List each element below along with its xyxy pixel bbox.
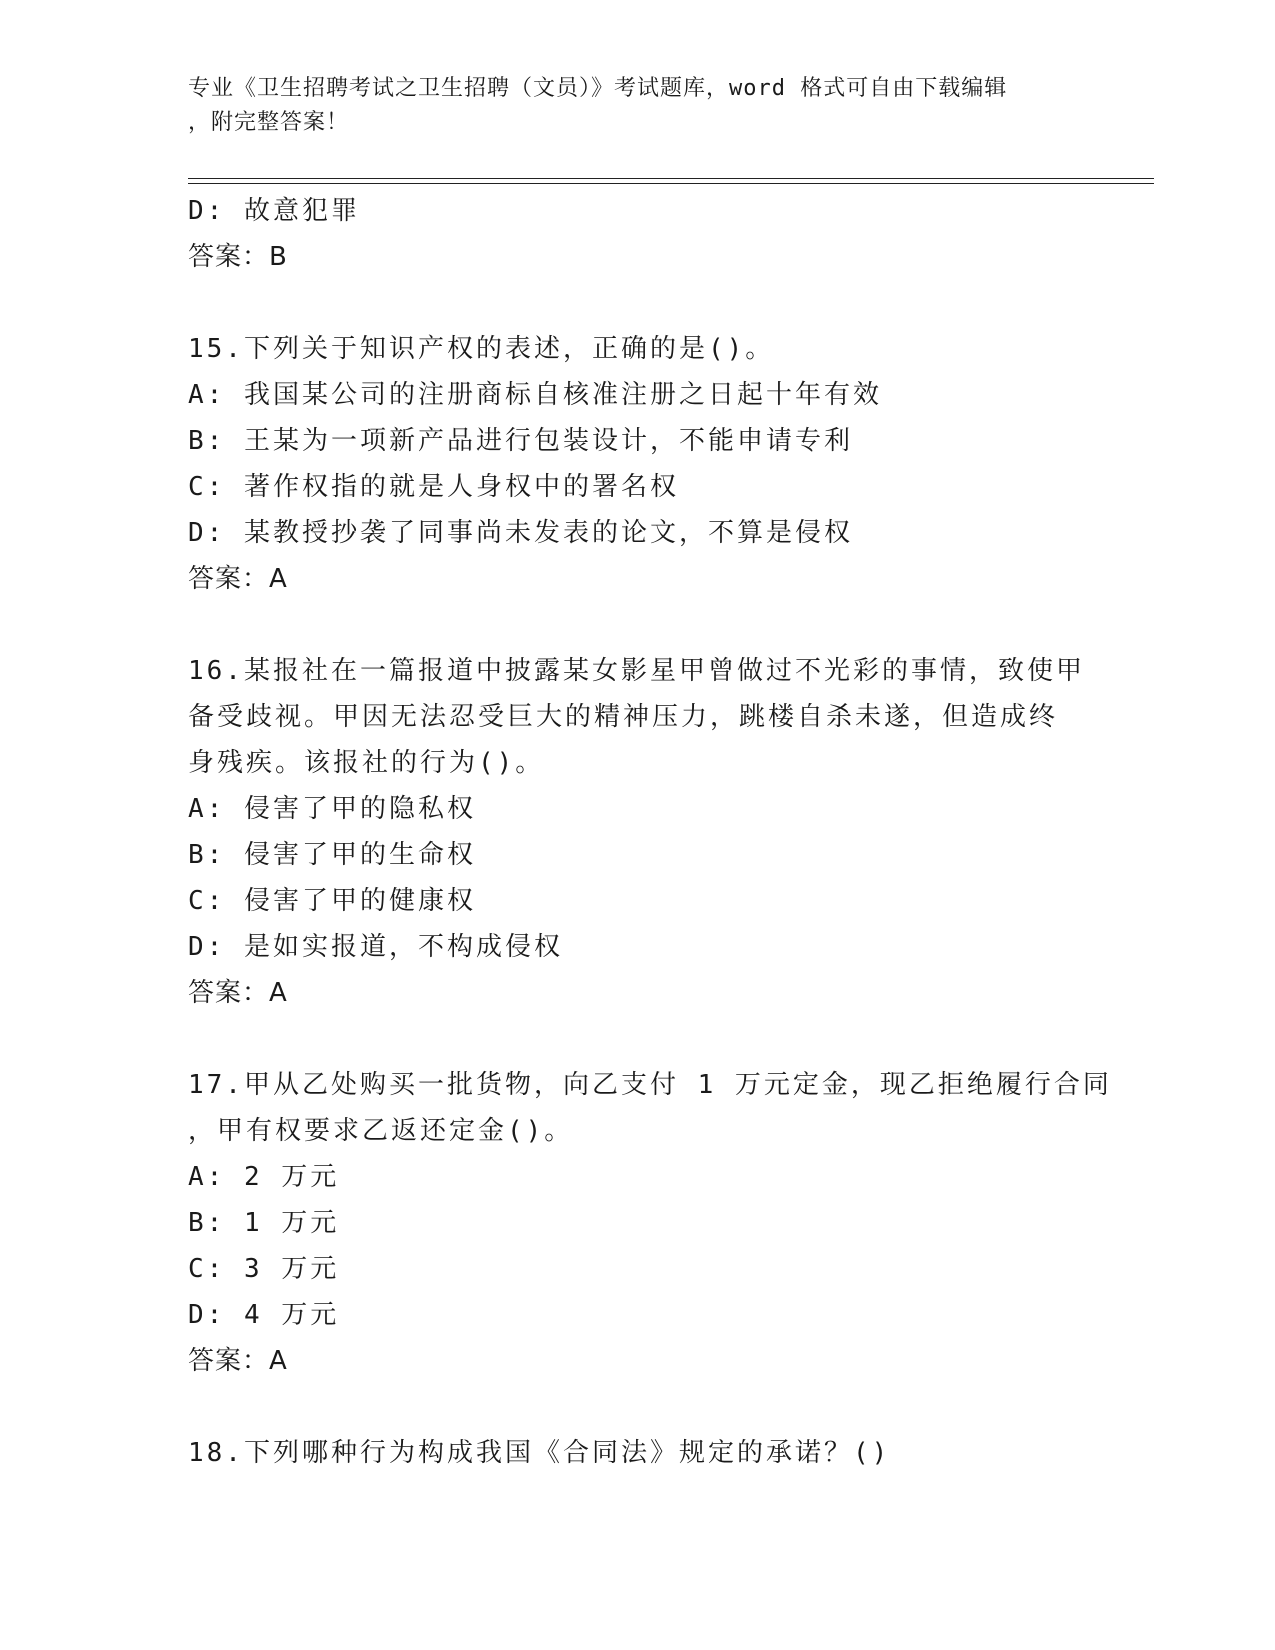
option-c: C: 侵害了甲的健康权 xyxy=(188,886,476,916)
header-line-1: 专业《卫生招聘考试之卫生招聘（文员）》考试题库，word 格式可自由下载编辑 xyxy=(188,76,1008,101)
question-18 xyxy=(188,1430,1088,1476)
option-d: D: 故意犯罪 xyxy=(188,196,360,226)
option-d: D: 4 万元 xyxy=(188,1300,340,1330)
option-c: C: 著作权指的就是人身权中的署名权 xyxy=(188,472,679,502)
option-a: A: 我国某公司的注册商标自核准注册之日起十年有效 xyxy=(188,380,882,410)
answer-line: 答案：A xyxy=(188,1346,288,1376)
option-a: A: 侵害了甲的隐私权 xyxy=(188,794,476,824)
question-15 xyxy=(188,326,1088,602)
answer-line: 答案：A xyxy=(188,564,288,594)
question-stem-line: 身残疾。该报社的行为()。 xyxy=(188,748,545,778)
question-stem: 15.下列关于知识产权的表述，正确的是()。 xyxy=(188,334,775,364)
question-stem-line: 16.某报社在一篇报道中披露某女影星甲曾做过不光彩的事情，致使甲 xyxy=(188,656,1085,686)
spacer xyxy=(188,280,1088,326)
spacer xyxy=(188,602,1088,648)
answer-line: 答案：B xyxy=(188,242,288,272)
option-a: A: 2 万元 xyxy=(188,1162,340,1192)
document-body xyxy=(188,188,1112,1476)
spacer xyxy=(188,1384,1088,1430)
header-line-2: ，附完整答案！ xyxy=(188,110,350,135)
question-stem-line: ，甲有权要求乙返还定金()。 xyxy=(188,1116,574,1146)
spacer xyxy=(188,1016,1088,1062)
question-stem-line: 17.甲从乙处购买一批货物，向乙支付 1 万元定金，现乙拒绝履行合同 xyxy=(188,1070,1112,1100)
question-stem-line: 18.下列哪种行为构成我国《合同法》规定的承诺？() xyxy=(188,1438,891,1468)
document-header xyxy=(188,72,1068,140)
option-b: B: 王某为一项新产品进行包装设计，不能申请专利 xyxy=(188,426,853,456)
header-divider-top xyxy=(188,178,1154,179)
option-d: D: 是如实报道，不构成侵权 xyxy=(188,932,563,962)
question-stem-line: 备受歧视。甲因无法忍受巨大的精神压力，跳楼自杀未遂，但造成终 xyxy=(188,702,1059,732)
question-17 xyxy=(188,1062,1112,1384)
option-c: C: 3 万元 xyxy=(188,1254,340,1284)
option-b: B: 侵害了甲的生命权 xyxy=(188,840,476,870)
header-divider-bottom xyxy=(188,183,1154,184)
answer-line: 答案：A xyxy=(188,978,288,1008)
option-d: D: 某教授抄袭了同事尚未发表的论文，不算是侵权 xyxy=(188,518,853,548)
option-b: B: 1 万元 xyxy=(188,1208,340,1238)
question-16 xyxy=(188,648,1088,1016)
